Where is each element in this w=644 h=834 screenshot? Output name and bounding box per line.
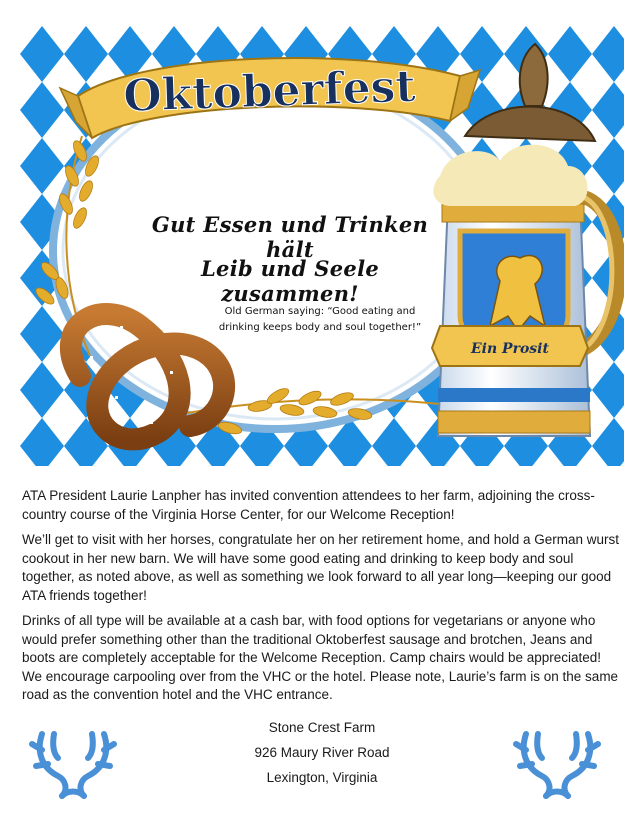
- oktoberfest-banner: [20, 26, 624, 466]
- address-street: 926 Maury River Road: [254, 745, 390, 760]
- antler-icon: [512, 728, 602, 800]
- address-city: Lexington, Virginia: [266, 770, 378, 785]
- antler-icon: [28, 728, 118, 800]
- paragraph-details: Drinks of all type will be available at a cash bar, with food options for vegetarians or anyone who would prefer something other than the traditional Oktoberfest sausage and brotchen, Jeans and boots are completely acceptable for the Welcome Reception. Camp chairs would be appreciated! We encourage carpooling over from the VHC or the hotel. Please note, Laurie’s farm is on the same road as the convention hotel and the VHC entrance.: [22, 613, 619, 702]
- address-farm-name: Stone Crest Farm: [268, 720, 376, 735]
- paragraph-activities: We’ll get to visit with her horses, congratulate her on her retirement home, and hold a German wurst cookout in her new barn. We will have some good eating and drinking to keep body and soul together, as noted above, as well as something we look forward to all year long—keeping our good ATA friends together!: [22, 532, 620, 603]
- translation-line-2: drinking keeps body and soul together!”: [218, 322, 422, 333]
- banner-title: Oktoberfest: [122, 60, 417, 123]
- stein-label: Ein Prosit: [471, 341, 549, 357]
- paragraph-intro: ATA President Laurie Lanpher has invited convention attendees to her farm, adjoining the cross-country course of the Virginia Horse Center, for our Welcome Reception!: [22, 488, 595, 522]
- motto-line-2: Leib und Seele zusammen!: [200, 256, 380, 306]
- motto-translation: [215, 304, 425, 336]
- translation-line-1: Old German saying: “Good eating and: [224, 306, 416, 317]
- invitation-body: [22, 487, 620, 712]
- event-address: [180, 720, 464, 795]
- motto-line-1: Gut Essen und Trinken hält: [151, 212, 429, 262]
